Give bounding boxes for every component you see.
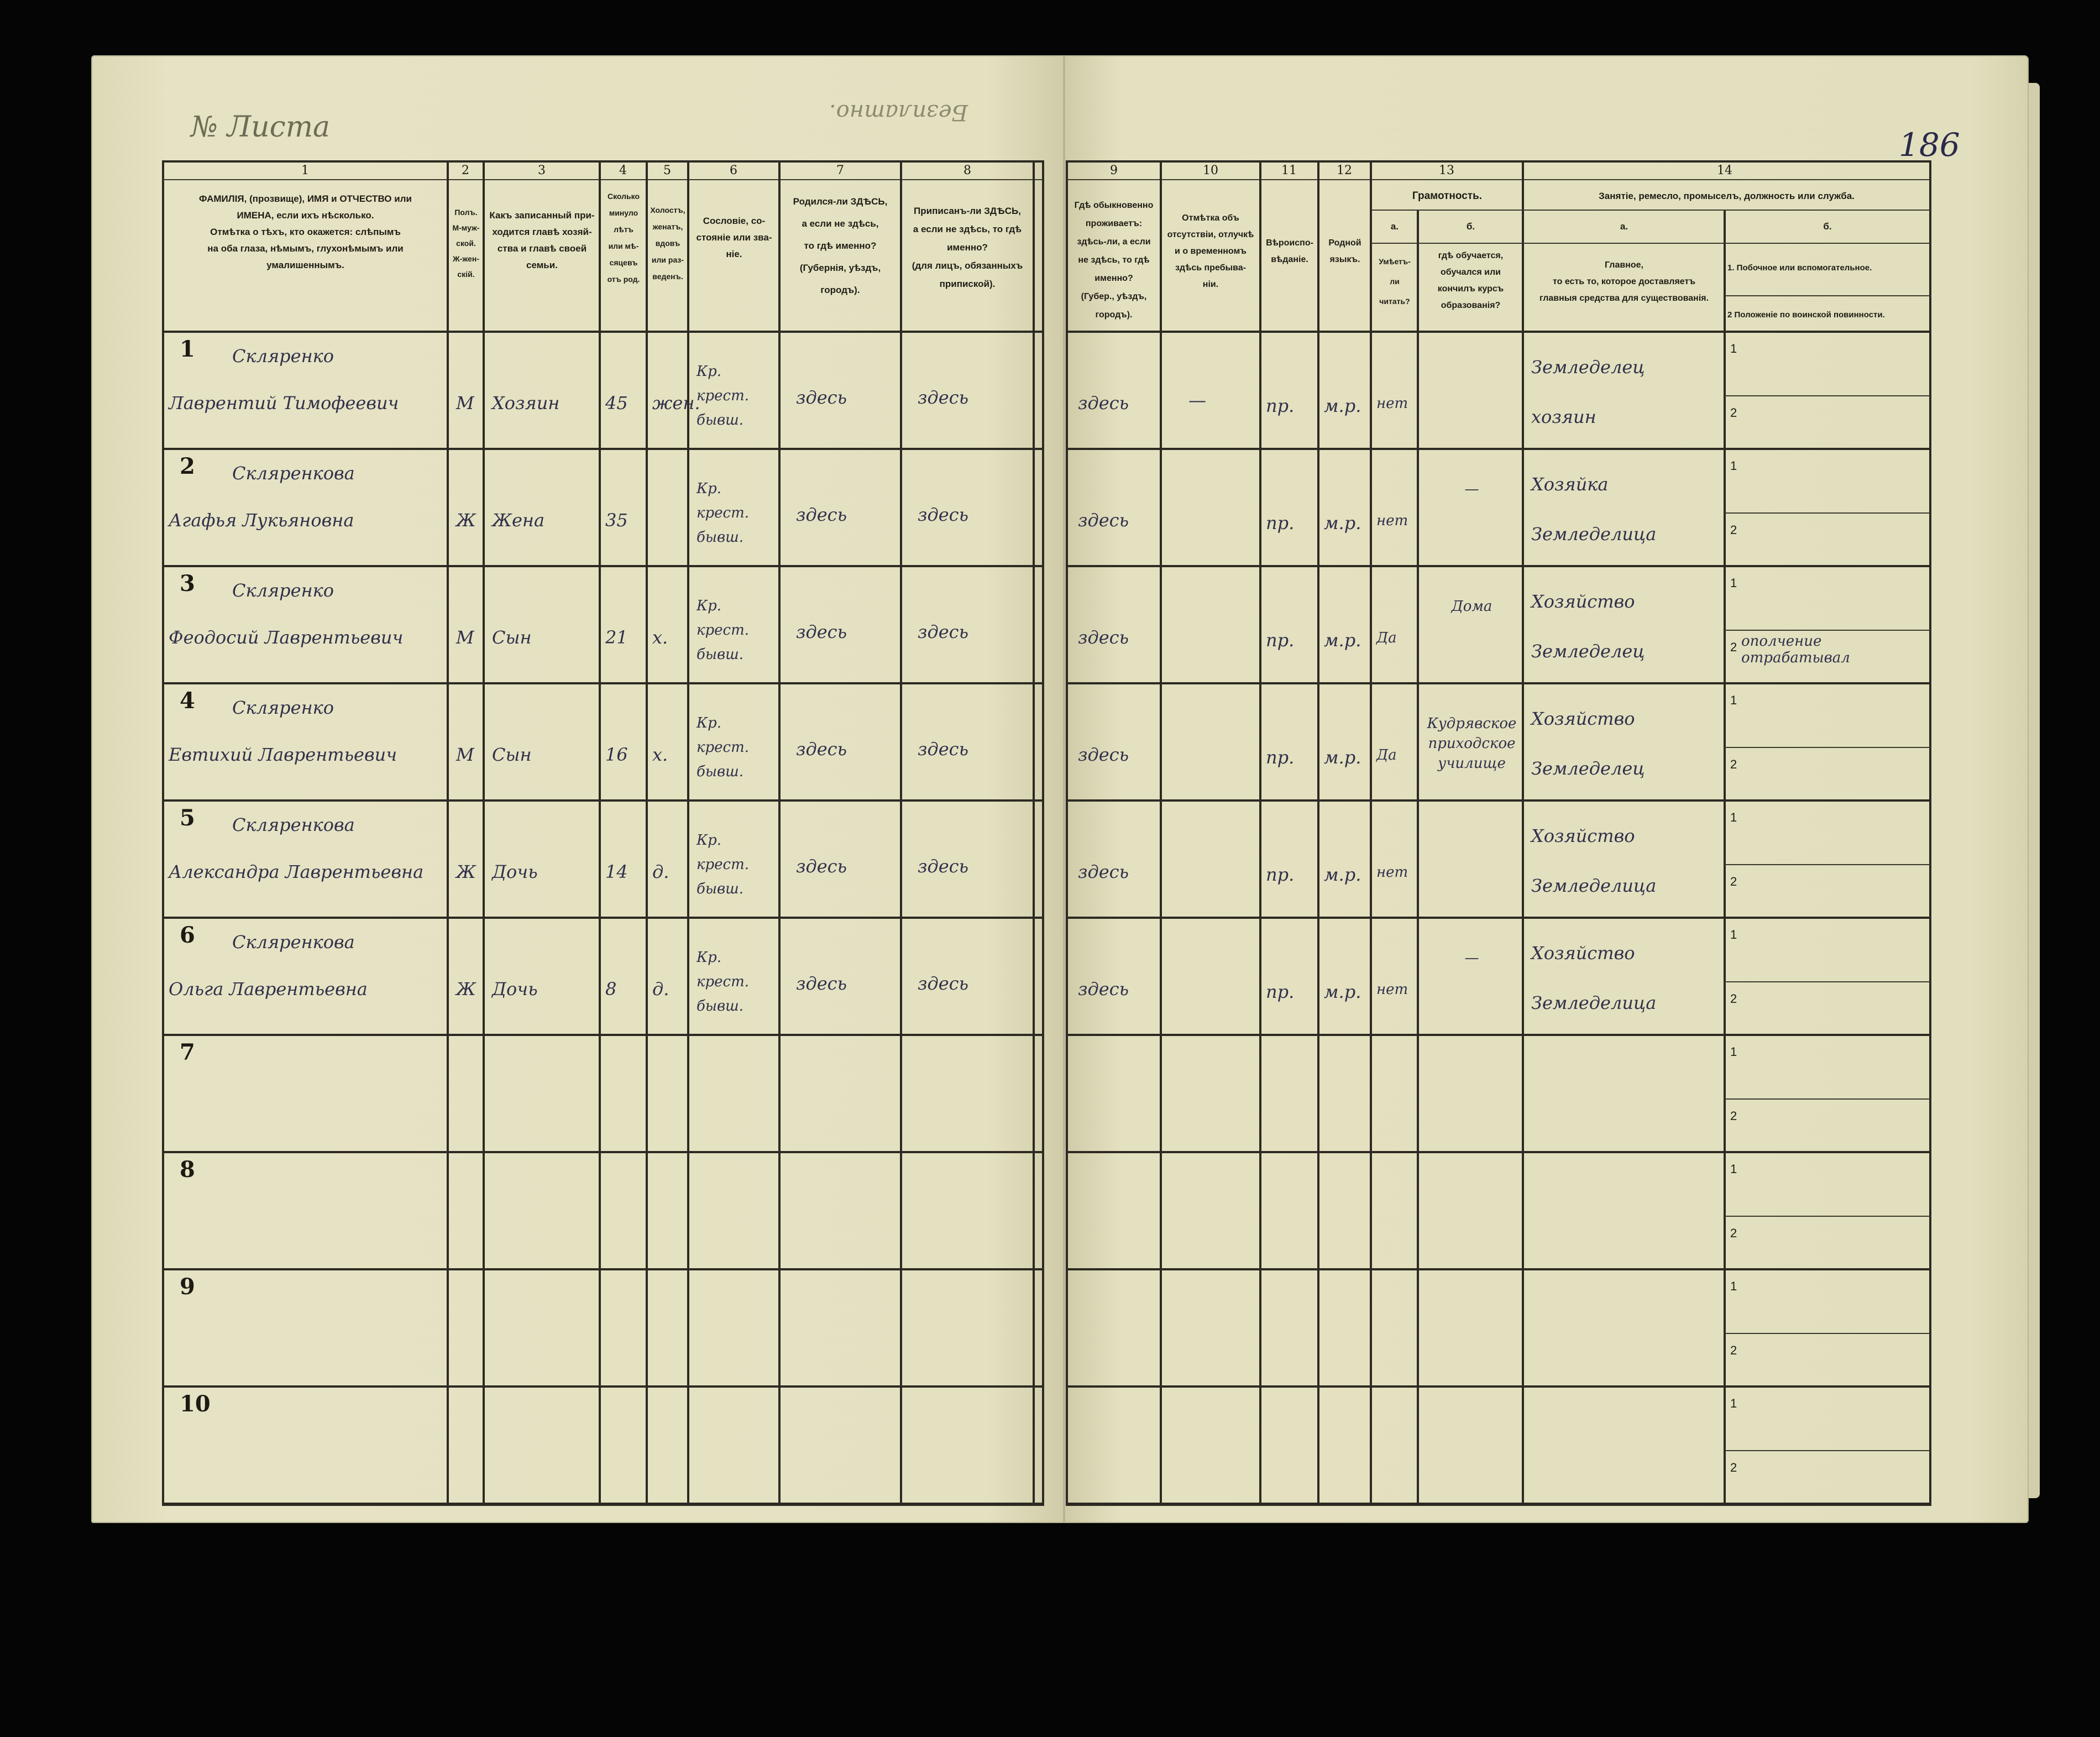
header-can-read: Умѣетъ- ли читать? [1379,257,1411,306]
residence: здесь [1078,510,1129,531]
col-number-5: 5 [663,164,671,177]
occupation-main: Хозяйство [1531,708,1635,729]
occupation-secondary: Земледелица [1531,992,1657,1013]
sex: М [456,627,474,648]
row-number: 2 [180,453,195,479]
can-read: нет [1376,395,1408,412]
sub-label-1: 1 [1730,342,1737,355]
col-number-14: 14 [1717,164,1732,177]
col-number-1: 1 [301,164,309,177]
row-number: 7 [180,1039,195,1065]
registered-place: здесь [918,504,969,525]
page-number: 186 [1899,126,1960,164]
header-occupation-b: б. [1823,221,1832,232]
estate: Кр. крест. бывш. [696,949,750,1014]
header-religion: Вѣроиспо- вѣданіе. [1266,238,1313,264]
birthplace: здесь [796,739,847,760]
header-marital: Холостъ, женатъ, вдовъ или раз- веденъ. [650,206,685,281]
education: — [1464,950,1479,966]
header-residence: Гдѣ обыкновенно проживаетъ: здѣсь-ли, а если не здѣсь, то гдѣ именно? (Губер., уѣздъ, городъ). [1074,201,1154,320]
given-names: Агафья Лукьяновна [169,510,354,531]
religion: пр. [1266,864,1295,885]
marital-status: жен. [652,393,700,414]
occupation-secondary: Земледелец [1531,758,1645,779]
occupation-secondary: хозяин [1531,406,1596,427]
sub-label-1: 1 [1730,1279,1737,1293]
age: 16 [605,744,628,765]
sub-label-2: 2 [1730,757,1737,771]
row-number: 3 [180,571,195,597]
age: 35 [605,510,628,531]
native-language: м.р. [1324,512,1361,533]
sub-label-2: 2 [1730,875,1737,888]
registered-place: здесь [918,973,969,994]
occupation-secondary: Земледелица [1531,875,1657,896]
native-language: м.р. [1324,864,1361,885]
sex: Ж [456,510,476,531]
occupation-main: Хозяйство [1531,591,1635,612]
given-names: Лаврентий Тимофеевич [169,393,399,414]
residence: здесь [1078,861,1129,882]
residence: здесь [1078,744,1129,765]
header-education: гдѣ обучается, обучался или кончилъ курсъ образованія? [1437,251,1504,310]
header-language: Родной языкъ. [1328,238,1361,264]
estate: Кр. крест. бывш. [696,598,750,663]
marital-status: х. [652,744,668,765]
row-number: 6 [180,922,195,948]
sub-label-1: 1 [1730,576,1737,590]
row-number: 8 [180,1157,195,1183]
header-name: ФАМИЛІЯ, (прозвище), ИМЯ и ОТЧЕСТВО или ИМЕНА, если ихъ нѣсколько. Отмѣтка о тѣхъ, кто окажется: слѣпымъ на оба глаза, нѣмымъ, глухонѣмымъ или умалишеннымъ. [199,193,412,270]
estate: Кр. крест. бывш. [696,715,750,780]
age: 21 [605,627,628,648]
col-number-2: 2 [462,164,469,177]
sub-label-1: 1 [1730,810,1737,824]
education: — [1464,481,1479,498]
col-number-10: 10 [1203,164,1218,177]
relation: Хозяин [492,393,560,414]
registered-place: здесь [918,387,969,408]
native-language: м.р. [1324,981,1361,1002]
birthplace: здесь [796,387,847,408]
age: 8 [605,979,617,1000]
residence: здесь [1078,979,1129,1000]
col-number-11: 11 [1281,164,1297,177]
row-number: 9 [180,1274,195,1300]
sub-label-2: 2 [1730,406,1737,420]
sub-label-1: 1 [1730,693,1737,707]
sex: Ж [456,861,476,882]
col-number-3: 3 [538,164,546,177]
given-names: Феодосий Лаврентьевич [169,627,404,648]
sub-label-1: 1 [1730,1396,1737,1410]
col-number-12: 12 [1337,164,1352,177]
row-number: 1 [180,336,195,362]
age: 14 [605,861,628,882]
col-number-9: 9 [1110,164,1118,177]
header-military-status: 2 Положеніе по воинской повинности. [1727,310,1885,320]
header-sex: Полъ. М-муж- ской. Ж-жен- скій. [452,208,480,279]
religion: пр. [1266,747,1295,768]
relation: Жена [492,510,545,531]
education: Кудрявское приходское училище [1427,715,1517,772]
native-language: м.р. [1324,395,1361,416]
sub-label-2: 2 [1730,1343,1737,1357]
sub-label-1: 1 [1730,1162,1737,1176]
registered-place: здесь [918,856,969,877]
surname: Скляренкова [232,932,355,953]
relation: Дочь [492,861,538,882]
sub-label-2: 2 [1730,1226,1737,1240]
header-secondary-occupation: 1. Побочное или вспомогательное. [1727,263,1872,273]
header-main-occupation: Главное, то есть то, которое доставляетъ главныя средства для существованія. [1539,260,1709,303]
header-absence: Отмѣтка объ отсутствіи, отлучкѣ и о временномъ здѣсь пребыва- ніи. [1167,213,1254,289]
sex: М [456,744,474,765]
surname: Скляренко [232,580,334,601]
marital-status: д. [652,861,669,882]
can-read: Да [1376,747,1397,763]
row-number: 5 [180,805,195,831]
occupation-main: Земледелец [1531,357,1645,378]
surname: Скляренкова [232,814,355,835]
occupation-secondary: Земледелец [1531,641,1645,662]
education: Дома [1451,598,1492,615]
header-literacy: Грамотность. [1412,190,1483,202]
sheet-number-label: № Листа [191,111,331,144]
birthplace: здесь [796,504,847,525]
birthplace: здесь [796,856,847,877]
religion: пр. [1266,395,1295,416]
header-relation: Какъ записанный при- ходится главѣ хозяй- ства и главѣ своей семьи. [489,210,595,270]
header-literacy-b: б. [1466,221,1475,232]
religion: пр. [1266,512,1295,533]
col-number-7: 7 [836,164,844,177]
given-names: Александра Лаврентьевна [169,861,424,882]
sub-label-2: 2 [1730,1109,1737,1123]
can-read: нет [1376,981,1408,998]
occupation-main: Хозяйка [1531,474,1609,495]
surname: Скляренкова [232,463,355,484]
surname: Скляренко [232,346,334,367]
marital-status: д. [652,979,669,1000]
sex: М [456,393,474,414]
residence: здесь [1078,627,1129,648]
col-number-8: 8 [963,164,971,177]
header-literacy-a: а. [1390,221,1399,232]
military-status: ополчение отрабатывал [1741,633,1850,666]
sub-label-1: 1 [1730,1045,1737,1059]
row-number: 4 [180,688,195,714]
relation: Сын [492,744,532,765]
given-names: Евтихий Лаврентьевич [169,744,397,765]
religion: пр. [1266,630,1295,651]
can-read: нет [1376,512,1408,529]
sub-label-2: 2 [1730,640,1737,654]
religion: пр. [1266,981,1295,1002]
surname: Скляренко [232,697,334,718]
sub-label-1: 1 [1730,459,1737,473]
col-number-4: 4 [619,164,627,177]
sub-label-2: 2 [1730,1461,1737,1474]
header-occupation-a: а. [1620,221,1628,232]
col-number-6: 6 [730,164,737,177]
absence-note: — [1188,390,1206,411]
native-language: м.р. [1324,630,1361,651]
free-label: Безплатно. [829,100,968,125]
header-occupation: Занятіе, ремесло, промыселъ, должность или служба. [1599,191,1855,201]
can-read: Да [1376,630,1397,646]
birthplace: здесь [796,621,847,642]
sex: Ж [456,979,476,1000]
relation: Дочь [492,979,538,1000]
occupation-main: Хозяйство [1531,825,1635,846]
can-read: нет [1376,864,1408,881]
row-number: 10 [180,1391,211,1417]
registered-place: здесь [918,739,969,760]
header-age: Сколько минуло лѣтъ или мѣ- сяцевъ отъ род. [607,192,640,284]
birthplace: здесь [796,973,847,994]
residence: здесь [1078,393,1129,414]
header-born: Родился-ли ЗДѢСЬ, а если не здѣсь, то гдѣ именно? (Губернія, уѣздъ, городъ). [793,196,888,295]
header-estate: Сословіе, со- стояніе или зва- ніе. [696,216,772,259]
sub-label-2: 2 [1730,523,1737,537]
age: 45 [605,393,628,414]
native-language: м.р. [1324,747,1361,768]
estate: Кр. крест. бывш. [696,480,750,546]
estate: Кр. крест. бывш. [696,832,750,897]
marital-status: х. [652,627,668,648]
estate: Кр. крест. бывш. [696,363,750,428]
given-names: Ольга Лаврентьевна [169,979,368,1000]
relation: Сын [492,627,532,648]
registered-place: здесь [918,621,969,642]
sub-label-1: 1 [1730,928,1737,941]
sub-label-2: 2 [1730,992,1737,1006]
occupation-secondary: Земледелица [1531,524,1657,545]
occupation-main: Хозяйство [1531,943,1635,964]
col-number-13: 13 [1439,164,1454,177]
header-registered: Приписанъ-ли ЗДѢСЬ, а если не здѣсь, то гдѣ именно? (для лицъ, обязанныхъ припиской). [912,206,1023,289]
